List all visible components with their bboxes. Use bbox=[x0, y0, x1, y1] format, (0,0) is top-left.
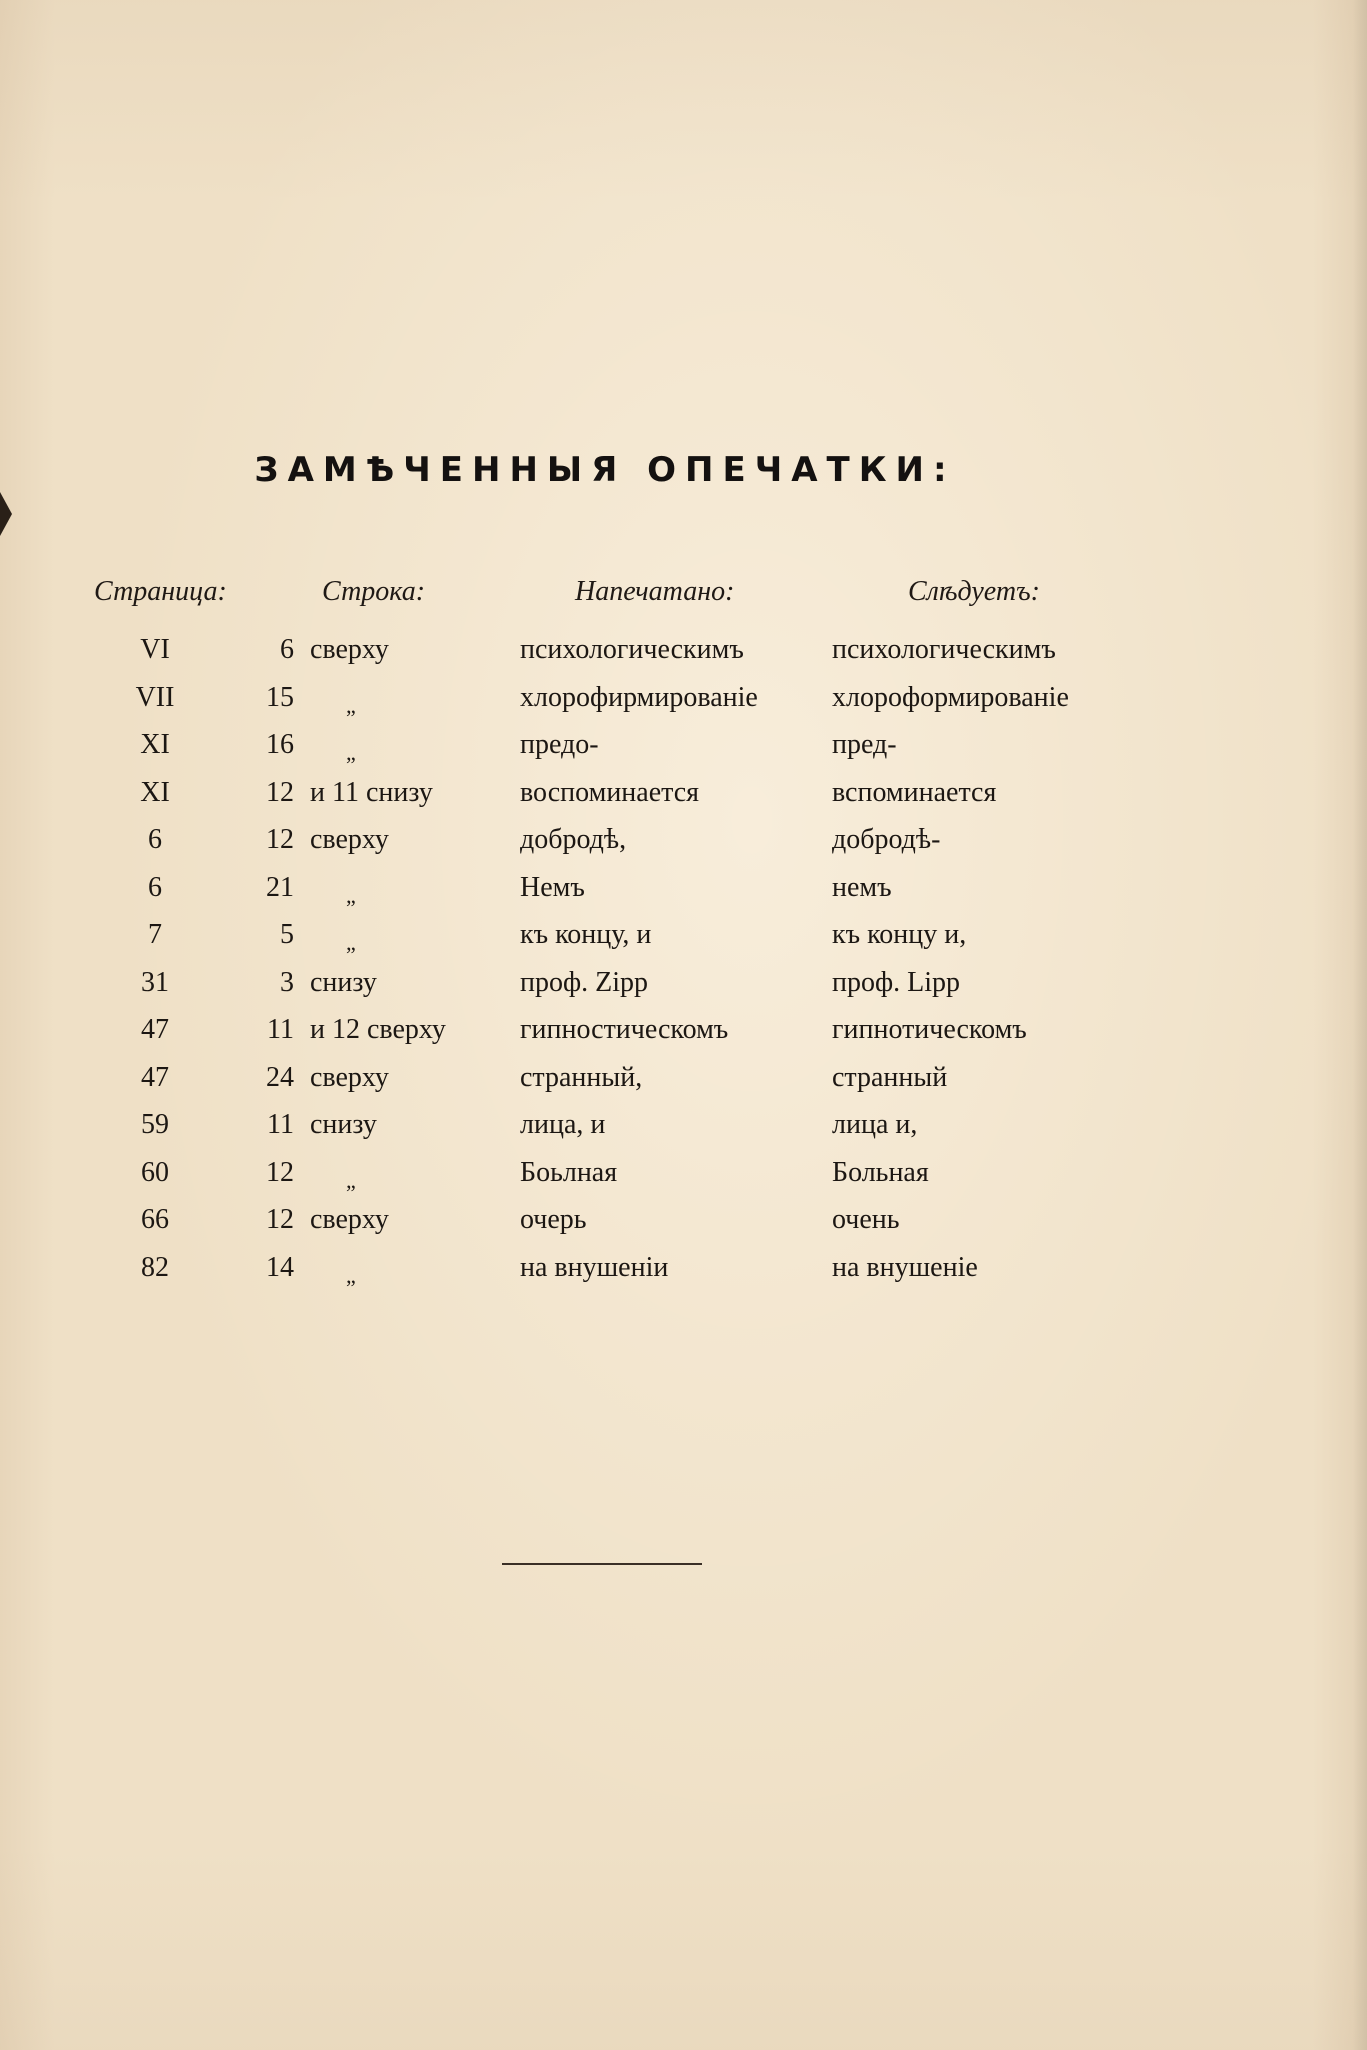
cell-should: очень bbox=[832, 1204, 900, 1235]
errata-title: ЗАМѢЧЕННЫЯ ОПЕЧАТКИ: bbox=[254, 450, 956, 490]
cell-page: 7 bbox=[148, 919, 162, 950]
cell-printed: Немъ bbox=[520, 871, 585, 903]
cell-line-position: „ bbox=[346, 930, 356, 955]
cell-page: 82 bbox=[141, 1251, 169, 1283]
cell-line-position: „ bbox=[346, 1167, 356, 1193]
errata-row bbox=[0, 1101, 1367, 1149]
cell-page: 66 bbox=[141, 1204, 169, 1235]
errata-row bbox=[0, 1054, 1367, 1102]
cell-page: 6 bbox=[148, 871, 162, 903]
cell-printed: къ концу, и bbox=[520, 919, 652, 950]
cell-line-position: и 12 сверху bbox=[310, 1014, 446, 1045]
column-header-line: Строка: bbox=[322, 576, 426, 607]
cell-line-number: 12 bbox=[266, 1204, 294, 1235]
cell-should: добродѣ- bbox=[832, 824, 941, 855]
cell-line-position: „ bbox=[346, 1262, 356, 1288]
cell-printed: очерь bbox=[520, 1204, 587, 1235]
cell-line-position: „ bbox=[346, 882, 356, 908]
cell-should: хлороформированіе bbox=[832, 681, 1069, 713]
cell-should: психологическимъ bbox=[832, 634, 1056, 665]
cell-line-position: „ bbox=[346, 692, 356, 718]
cell-line-number: 24 bbox=[266, 1061, 294, 1093]
errata-row bbox=[0, 721, 1367, 769]
cell-printed: Боьлная bbox=[520, 1156, 618, 1188]
cell-line-number: 21 bbox=[266, 871, 294, 903]
errata-row bbox=[0, 911, 1367, 959]
cell-line-position: снизу bbox=[310, 966, 377, 998]
cell-page: 59 bbox=[141, 1109, 169, 1140]
cell-page: 6 bbox=[148, 824, 162, 855]
errata-row bbox=[0, 769, 1367, 817]
errata-table bbox=[0, 626, 1367, 1291]
errata-row bbox=[0, 626, 1367, 674]
cell-should: вспоминается bbox=[832, 776, 997, 808]
closing-rule bbox=[502, 1563, 702, 1565]
errata-row bbox=[0, 1006, 1367, 1054]
errata-row bbox=[0, 864, 1367, 912]
errata-row bbox=[0, 1149, 1367, 1197]
cell-printed: предо- bbox=[520, 729, 599, 760]
cell-line-number: 6 bbox=[280, 634, 294, 665]
cell-page: XI bbox=[140, 776, 170, 808]
cell-page: 60 bbox=[141, 1156, 169, 1188]
cell-printed: на внушеніи bbox=[520, 1251, 669, 1283]
column-header-should: Слѣдуетъ: bbox=[908, 576, 1040, 607]
cell-line-position: и 11 снизу bbox=[310, 776, 433, 808]
cell-line-position: сверху bbox=[310, 824, 389, 855]
cell-line-number: 5 bbox=[280, 919, 294, 950]
column-header-page: Страница: bbox=[94, 576, 227, 607]
errata-row bbox=[0, 1196, 1367, 1244]
cell-line-number: 12 bbox=[266, 824, 294, 855]
cell-page: 47 bbox=[141, 1014, 169, 1045]
errata-row bbox=[0, 674, 1367, 722]
cell-line-number: 11 bbox=[267, 1109, 294, 1140]
cell-line-position: „ bbox=[346, 740, 356, 765]
cell-printed: лица, и bbox=[520, 1109, 606, 1140]
cell-printed: психологическимъ bbox=[520, 634, 744, 665]
cell-should: лица и, bbox=[832, 1109, 918, 1140]
cell-line-position: сверху bbox=[310, 1061, 389, 1093]
cell-line-number: 14 bbox=[266, 1251, 294, 1283]
page-edge-tab bbox=[0, 492, 12, 536]
cell-line-number: 12 bbox=[266, 776, 294, 808]
cell-printed: воспоминается bbox=[520, 776, 700, 808]
cell-page: VII bbox=[135, 681, 175, 713]
cell-page: VI bbox=[140, 634, 170, 665]
errata-row bbox=[0, 816, 1367, 864]
cell-printed: гипностическомъ bbox=[520, 1014, 729, 1045]
cell-line-number: 16 bbox=[266, 729, 294, 760]
cell-line-number: 11 bbox=[267, 1014, 294, 1045]
errata-row bbox=[0, 1244, 1367, 1292]
cell-printed: проф. Zipp bbox=[520, 966, 649, 998]
cell-printed: добродѣ, bbox=[520, 824, 627, 855]
cell-line-number: 12 bbox=[266, 1156, 294, 1188]
cell-should: гипнотическомъ bbox=[832, 1014, 1027, 1045]
cell-should: пред- bbox=[832, 729, 897, 760]
cell-line-number: 15 bbox=[266, 681, 294, 713]
cell-should: странный bbox=[832, 1061, 948, 1093]
cell-line-number: 3 bbox=[280, 966, 294, 998]
cell-should: къ концу и, bbox=[832, 919, 967, 950]
cell-printed: хлорофирмированіе bbox=[520, 681, 758, 713]
errata-row bbox=[0, 959, 1367, 1007]
cell-should: на внушеніе bbox=[832, 1251, 978, 1283]
cell-page: XI bbox=[140, 729, 170, 760]
cell-printed: странный, bbox=[520, 1061, 643, 1093]
cell-should: проф. Lipp bbox=[832, 966, 961, 998]
cell-page: 47 bbox=[141, 1061, 169, 1093]
cell-line-position: сверху bbox=[310, 634, 389, 665]
cell-page: 31 bbox=[141, 966, 169, 998]
cell-line-position: снизу bbox=[310, 1109, 377, 1140]
cell-should: Больная bbox=[832, 1156, 929, 1188]
cell-line-position: сверху bbox=[310, 1204, 389, 1235]
column-header-printed: Напечатано: bbox=[575, 576, 735, 607]
cell-should: немъ bbox=[832, 871, 892, 903]
